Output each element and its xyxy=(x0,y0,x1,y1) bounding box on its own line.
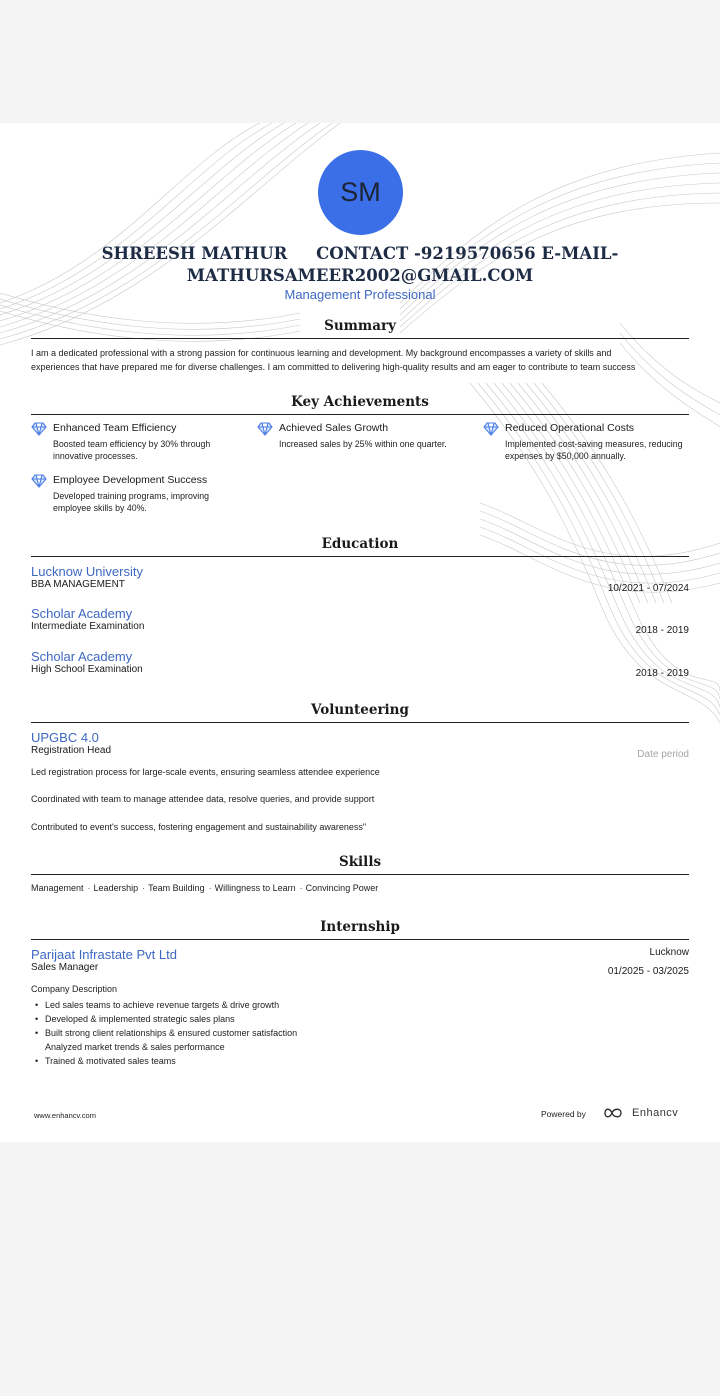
name-line-1: SHREESH MATHUR CONTACT -9219570656 E-MAIL- xyxy=(101,244,619,263)
degree: Intermediate Examination xyxy=(31,621,145,632)
volunteer-detail: Coordinated with team to manage attendee data, resolve queries, and provide support xyxy=(31,794,375,804)
volunteering-heading: Volunteering xyxy=(31,702,689,723)
powered-by-label: Powered by xyxy=(541,1109,586,1119)
internship-location: Lucknow xyxy=(649,947,689,958)
diamond-icon xyxy=(257,422,273,436)
education-dates: 10/2021 - 07/2024 xyxy=(607,583,689,594)
education-heading: Education xyxy=(31,536,689,557)
internship-dates: 01/2025 - 03/2025 xyxy=(607,966,689,977)
skill-item: Team Building xyxy=(148,883,205,893)
skill-item: Convincing Power xyxy=(305,883,379,893)
skills-heading: Skills xyxy=(31,854,689,875)
education-dates: 2018 - 2019 xyxy=(635,668,689,679)
skill-item: Leadership xyxy=(93,883,139,893)
summary-line-1: I am a dedicated professional with a strong passion for continuous learning and development. My background encompasses a variety of skills and xyxy=(31,348,612,358)
company-name: Parijaat Infrastate Pvt Ltd xyxy=(31,947,177,962)
candidate-name-contact xyxy=(60,243,660,287)
volunteer-dates: Date period xyxy=(637,749,689,760)
company-description: Company Description xyxy=(31,984,118,994)
internship-heading: Internship xyxy=(31,919,689,940)
achievement-title: Achieved Sales Growth xyxy=(279,422,389,434)
achievement-title: Employee Development Success xyxy=(53,474,208,486)
volunteer-detail: Contributed to event's success, fostering engagement and sustainability awareness" xyxy=(31,822,367,832)
diamond-icon xyxy=(31,422,47,436)
internship-bullet: • Trained & motivated sales teams xyxy=(35,1056,176,1066)
diamond-icon xyxy=(483,422,499,436)
internship-bullet: Analyzed market trends & sales performance xyxy=(45,1042,225,1052)
achievement-desc: Boosted team efficiency by 30% through innovative processes. xyxy=(53,439,211,461)
achievement-desc: Developed training programs, improving employee skills by 40%. xyxy=(53,491,209,513)
volunteer-org: UPGBC 4.0 xyxy=(31,730,99,745)
summary-text xyxy=(31,346,691,374)
degree: BBA MANAGEMENT xyxy=(31,579,125,590)
education-item xyxy=(31,564,689,594)
summary-heading: Summary xyxy=(31,318,689,339)
achievement-title: Reduced Operational Costs xyxy=(505,422,634,434)
skills-list: Management · Leadership · Team Building · Willingness to Learn · Convincing Power xyxy=(31,883,379,893)
enhancv-logo-icon xyxy=(603,1106,623,1120)
school-name: Lucknow University xyxy=(31,564,143,579)
education-dates: 2018 - 2019 xyxy=(635,625,689,636)
school-name: Scholar Academy xyxy=(31,649,133,664)
skill-item: Willingness to Learn xyxy=(214,883,296,893)
skill-item: Management xyxy=(31,883,84,893)
degree: High School Examination xyxy=(31,664,143,675)
internship-item xyxy=(31,947,689,977)
volunteer-role: Registration Head xyxy=(31,745,112,756)
resume-page xyxy=(0,123,720,1142)
school-name: Scholar Academy xyxy=(31,606,133,621)
education-item xyxy=(31,606,689,636)
achievement-title: Enhanced Team Efficiency xyxy=(53,422,177,434)
professional-title: Management Professional xyxy=(284,287,436,302)
volunteer-detail: Led registration process for large-scale events, ensuring seamless attendee experience xyxy=(31,767,380,777)
achievements-heading: Key Achievements xyxy=(31,394,689,415)
footer-website-link[interactable]: www.enhancv.com xyxy=(34,1111,96,1120)
internship-bullet: • Built strong client relationships & ensured customer satisfaction xyxy=(35,1028,298,1038)
summary-line-2: experiences that have prepared me for diverse challenges. I am committed to delivering high-quality results and am eager to contribute to team success xyxy=(31,362,636,372)
achievement-desc: Implemented cost-saving measures, reducing expenses by $50,000 annually. xyxy=(505,439,683,461)
internship-bullet: • Developed & implemented strategic sales plans xyxy=(35,1014,235,1024)
education-item xyxy=(31,649,689,679)
achievement-desc: Increased sales by 25% within one quarter. xyxy=(279,439,447,449)
enhancv-brand: Enhancv xyxy=(632,1107,679,1119)
internship-bullet: • Led sales teams to achieve revenue targets & drive growth xyxy=(35,1000,280,1010)
internship-role: Sales Manager xyxy=(31,962,99,973)
volunteering-item xyxy=(31,730,689,760)
avatar: SM xyxy=(318,150,403,235)
name-line-2: MATHURSAMEER2002@GMAIL.COM xyxy=(186,266,534,285)
diamond-icon xyxy=(31,474,47,488)
